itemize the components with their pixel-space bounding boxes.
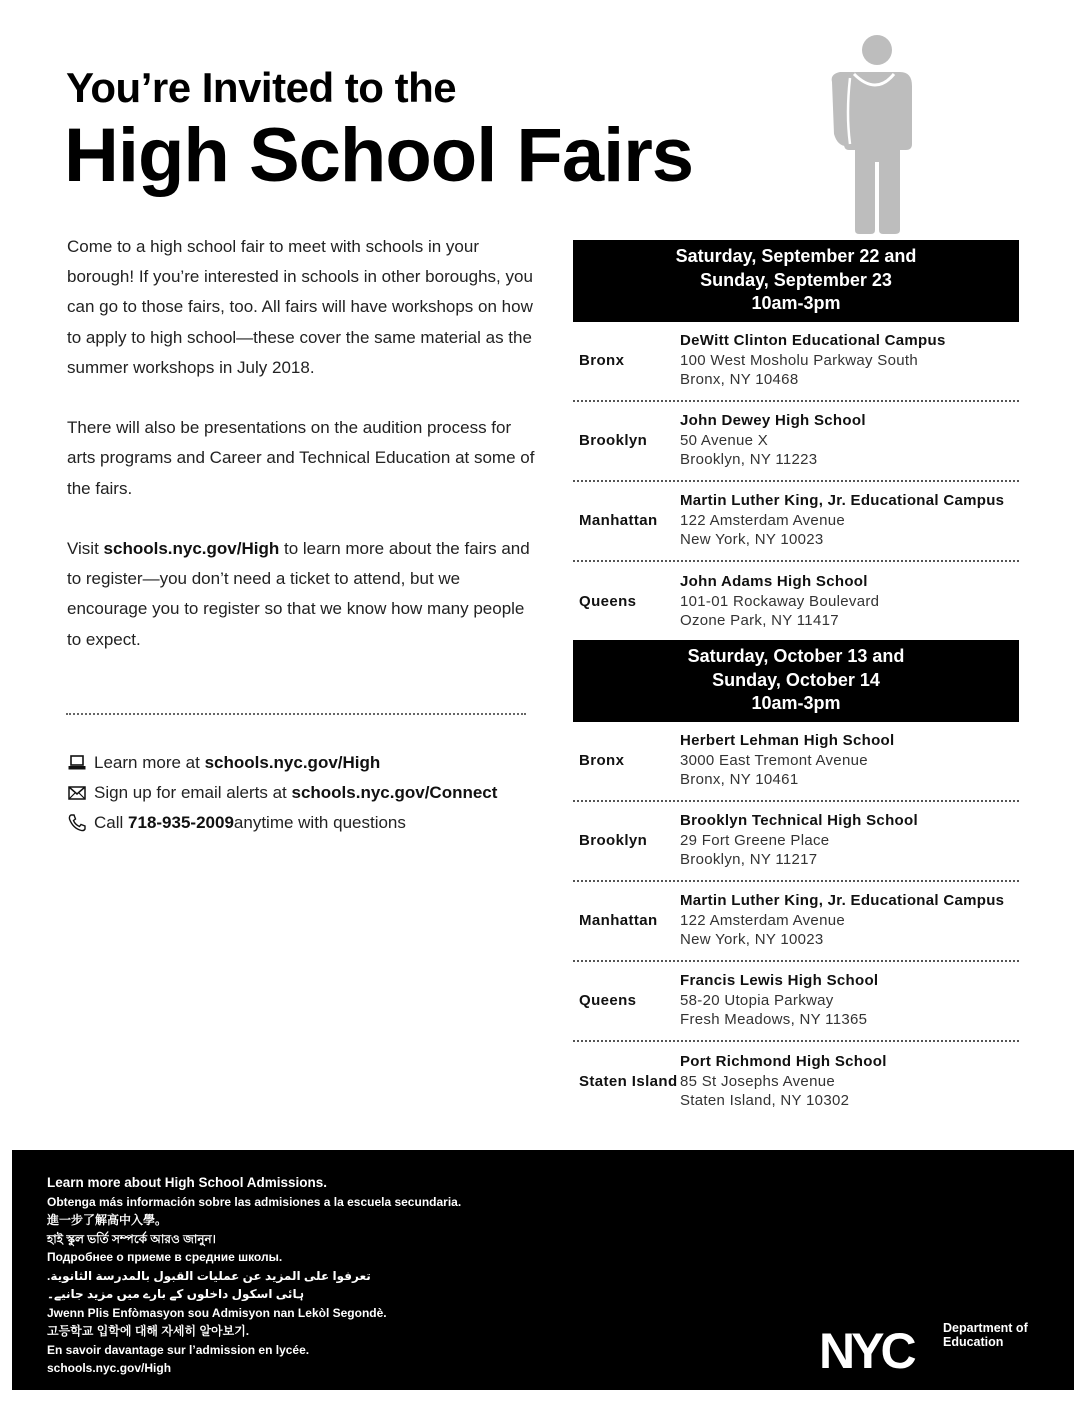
venue-row (573, 962, 1019, 1042)
schedule-time: 10am-3pm (751, 693, 841, 713)
borough-label: Bronx (579, 352, 625, 369)
borough-label: Brooklyn (579, 432, 648, 449)
learn-link[interactable]: schools.nyc.gov/High (204, 753, 381, 772)
venue-address (680, 811, 918, 870)
venue-address (680, 971, 878, 1030)
email-link[interactable]: schools.nyc.gov/Connect (291, 783, 498, 802)
schedule-date-sunday: Sunday, October 14 (712, 669, 880, 690)
footer-line-korean: 고등학교 입학에 대해 자세히 알아보기. (47, 1324, 250, 1338)
email-text: Sign up for email alerts at (94, 783, 287, 802)
venue-street: 3000 East Tremont Avenue (680, 751, 868, 769)
schedule-october (573, 640, 1019, 1122)
borough-label: Queens (579, 593, 637, 610)
venue-name: Herbert Lehman High School (680, 732, 895, 750)
laptop-icon (66, 754, 88, 772)
venue-street: 122 Amsterdam Avenue (680, 911, 845, 929)
venue-name: John Dewey High School (680, 412, 866, 430)
venue-street: 29 Fort Greene Place (680, 831, 830, 849)
footer-line-haitian-creole: Jwenn Plis Enfòmasyon sou Admisyon nan Lekòl Segondè. (47, 1305, 387, 1320)
contact-learn-row (66, 748, 497, 778)
venue-name: Martin Luther King, Jr. Educational Campus (680, 492, 1005, 510)
contact-list (66, 748, 497, 838)
intro-text (67, 232, 542, 685)
footer-website-link[interactable]: schools.nyc.gov/High (47, 1361, 172, 1375)
venue-address (680, 491, 1004, 550)
schedule-header (573, 240, 1019, 322)
student-figure-icon (820, 34, 920, 234)
call-text: Call (94, 813, 124, 832)
venue-name: John Adams High School (680, 573, 868, 591)
venue-address (680, 572, 879, 631)
phone-number[interactable]: 718-935-2009 (128, 813, 234, 832)
footer-line-french: En savoir davantage sur l’admission en lycée. (47, 1342, 310, 1357)
contact-email-row (66, 778, 497, 808)
borough-label: Queens (579, 992, 637, 1009)
venue-row (573, 322, 1019, 402)
borough-label: Brooklyn (579, 832, 648, 849)
intro-paragraph-1: Come to a high school fair to meet with schools in your borough! If you’re interested in schools in other boroughs, you can go to those fairs, too. All fairs will have workshops on how to apply to high school—these cover the same material as the summer workshops in July 2018. (67, 237, 533, 377)
venue-street: 58-20 Utopia Parkway (680, 991, 834, 1009)
venue-address (680, 1052, 887, 1111)
schedule-date-sunday: Sunday, September 23 (700, 269, 892, 290)
envelope-icon (66, 784, 88, 802)
borough-label: Staten Island (579, 1073, 678, 1090)
venue-row (573, 562, 1019, 642)
venue-name: Port Richmond High School (680, 1053, 887, 1071)
venue-city: Fresh Meadows, NY 11365 (680, 1011, 868, 1029)
intro-paragraph-2: There will also be presentations on the audition process for arts programs and Career and Technical Education at some of the fairs. (67, 418, 535, 498)
venue-city: Bronx, NY 10468 (680, 371, 799, 389)
schedule-september (573, 240, 1019, 642)
venue-row (573, 802, 1019, 882)
borough-label: Manhattan (579, 512, 658, 529)
phone-icon (66, 814, 88, 832)
learn-text: Learn more at (94, 753, 200, 772)
intro-p3-post: to learn more about the fairs and to register—you don’t need a ticket to attend, but we encourage you to register so that we know how many people to expect. (67, 539, 530, 649)
venue-name: DeWitt Clinton Educational Campus (680, 332, 946, 350)
venue-address (680, 331, 946, 390)
footer-line-urdu: ہائی اسکول داخلوں کے بارے میں مزید جانیے۔ (47, 1287, 304, 1301)
intro-p3-pre: Visit (67, 539, 104, 558)
contact-call-row (66, 808, 497, 838)
schedule-time: 10am-3pm (751, 293, 841, 313)
venue-street: 122 Amsterdam Avenue (680, 511, 845, 529)
intro-paragraph-3 (67, 534, 542, 655)
section-divider (66, 713, 526, 715)
schedule-date-saturday: Saturday, October 13 and (687, 646, 905, 666)
borough-label: Manhattan (579, 912, 658, 929)
department-of-education (943, 1321, 1028, 1349)
footer-line-english: Learn more about High School Admissions. (47, 1175, 328, 1190)
venue-row (573, 482, 1019, 562)
footer-banner (12, 1150, 1074, 1390)
footer-line-bengali: হাই স্কুল ভর্তি সম্পর্কে আরও জানুন। (47, 1231, 216, 1246)
venue-name: Brooklyn Technical High School (680, 812, 918, 830)
footer-line-chinese: 進一步了解高中入學。 (47, 1213, 168, 1227)
website-link[interactable]: schools.nyc.gov/High (103, 539, 280, 558)
venue-city: New York, NY 10023 (680, 531, 824, 549)
venue-city: New York, NY 10023 (680, 931, 824, 949)
schedule-header (573, 640, 1019, 722)
venue-name: Martin Luther King, Jr. Educational Campus (680, 892, 1005, 910)
venue-row (573, 402, 1019, 482)
venue-address (680, 731, 895, 790)
venue-street: 85 St Josephs Avenue (680, 1072, 836, 1090)
venue-row (573, 1042, 1019, 1122)
venue-city: Staten Island, NY 10302 (680, 1092, 850, 1110)
footer-line-arabic: تعرفوا على المزيد عن عمليات القبول بالمدرسة الثانوية. (47, 1268, 371, 1283)
svg-text:NYC: NYC (819, 1328, 913, 1372)
footer-line-spanish: Obtenga más información sobre las admisiones a la escuela secundaria. (47, 1194, 462, 1209)
venue-city: Ozone Park, NY 11417 (680, 612, 839, 630)
dept-line-1: Department of (943, 1321, 1028, 1335)
page-title-line1: You’re Invited to the (66, 64, 457, 111)
page-title-line2: High School Fairs (64, 113, 694, 198)
call-post: anytime with questions (233, 813, 406, 832)
venue-row (573, 722, 1019, 802)
footer-line-russian: Подробнее о приеме в средние школы. (47, 1250, 283, 1264)
venue-street: 50 Avenue X (680, 431, 769, 449)
dept-line-2: Education (943, 1335, 1004, 1349)
venue-street: 100 West Mosholu Parkway South (680, 351, 919, 369)
venue-city: Bronx, NY 10461 (680, 771, 799, 789)
venue-address (680, 411, 866, 470)
venue-city: Brooklyn, NY 11223 (680, 451, 818, 469)
nyc-logo (819, 1328, 939, 1372)
venue-city: Brooklyn, NY 11217 (680, 851, 818, 869)
venue-address (680, 891, 1004, 950)
schedule-date-saturday: Saturday, September 22 and (675, 246, 917, 266)
borough-label: Bronx (579, 752, 625, 769)
multilingual-info (47, 1174, 461, 1378)
venue-row (573, 882, 1019, 962)
venue-street: 101-01 Rockaway Boulevard (680, 592, 880, 610)
venue-name: Francis Lewis High School (680, 972, 879, 990)
